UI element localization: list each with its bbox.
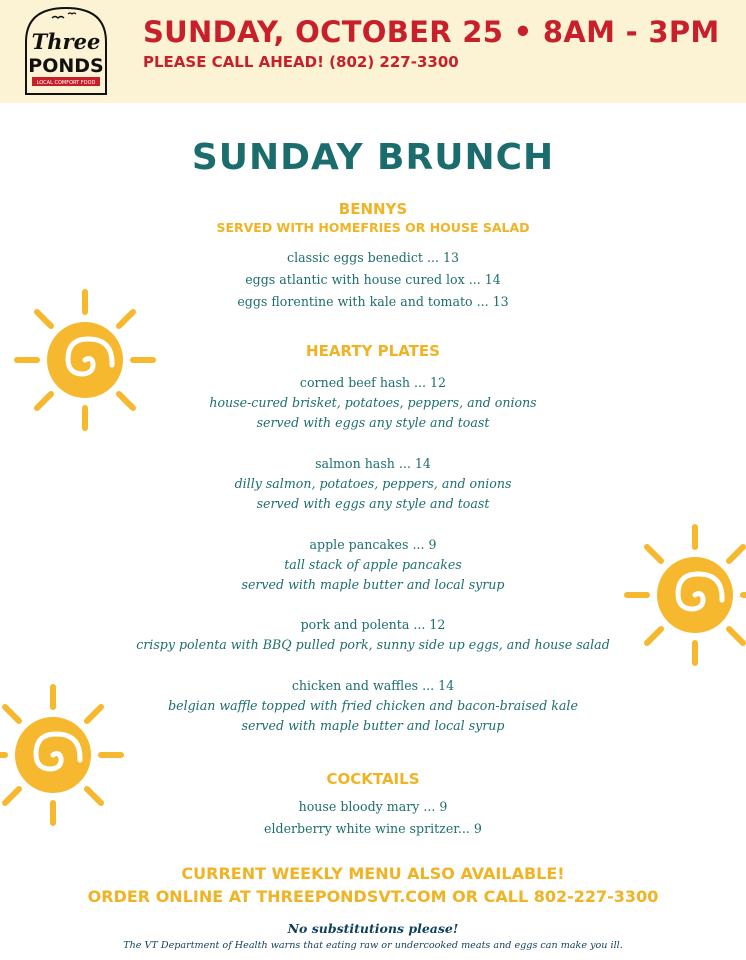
menu-item-description: served with eggs any style and toast [256, 415, 490, 430]
svg-text:LOCAL COMFORT FOOD: LOCAL COMFORT FOOD [36, 80, 96, 86]
sun-icon [0, 675, 128, 835]
menu-item: house bloody mary ... 9 [298, 799, 448, 814]
no-substitutions-note: No substitutions please! [287, 921, 459, 936]
svg-text:PONDS: PONDS [28, 55, 104, 77]
menu-item-description: crispy polenta with BBQ pulled pork, sunny side up eggs, and house salad [136, 637, 610, 652]
menu-item-description: house-cured brisket, potatoes, peppers, and onions [209, 395, 537, 410]
cocktails-heading: COCKTAILS [326, 770, 420, 788]
menu-item: salmon hash ... 14 [315, 456, 431, 471]
menu-item-description: served with maple butter and local syrup [241, 577, 505, 592]
menu-item: chicken and waffles ... 14 [291, 678, 455, 693]
header-banner [0, 0, 746, 103]
health-warning: The VT Department of Health warns that eating raw or undercooked meats and eggs can make you ill. [123, 940, 623, 951]
order-online-note: ORDER ONLINE AT THREEPONDSVT.COM OR CALL 802-227-3300 [87, 887, 659, 906]
menu-title: SUNDAY BRUNCH [191, 137, 555, 178]
bennys-subheading: SERVED WITH HOMEFRIES OR HOUSE SALAD [216, 220, 530, 235]
svg-text:Three: Three [31, 29, 101, 54]
menu-item: classic eggs benedict ... 13 [287, 250, 459, 265]
weekly-menu-note: CURRENT WEEKLY MENU ALSO AVAILABLE! [181, 864, 565, 883]
three-ponds-logo [18, 4, 114, 96]
bennys-heading: BENNYS [338, 200, 408, 218]
menu-item: pork and polenta ... 12 [300, 617, 446, 632]
menu-item-description: served with eggs any style and toast [256, 496, 490, 511]
menu-item: apple pancakes ... 9 [309, 537, 437, 552]
menu-item: eggs florentine with kale and tomato ... 13 [237, 294, 509, 309]
menu-item-description: dilly salmon, potatoes, peppers, and onions [234, 476, 512, 491]
sun-icon [620, 515, 746, 675]
event-date-time: SUNDAY, OCTOBER 25 • 8AM - 3PM [143, 15, 720, 49]
menu-item-description: belgian waffle topped with fried chicken and bacon-braised kale [168, 698, 578, 713]
menu-item: elderberry white wine spritzer... 9 [264, 821, 482, 836]
hearty-plates-heading: HEARTY PLATES [306, 342, 440, 360]
menu-item-description: tall stack of apple pancakes [284, 557, 462, 572]
menu-item-description: served with maple butter and local syrup [241, 718, 505, 733]
menu-item: eggs atlantic with house cured lox ... 14 [245, 272, 501, 287]
sun-icon [5, 280, 165, 440]
menu-item: corned beef hash ... 12 [299, 375, 447, 390]
call-ahead-phone: PLEASE CALL AHEAD! (802) 227-3300 [143, 53, 459, 71]
